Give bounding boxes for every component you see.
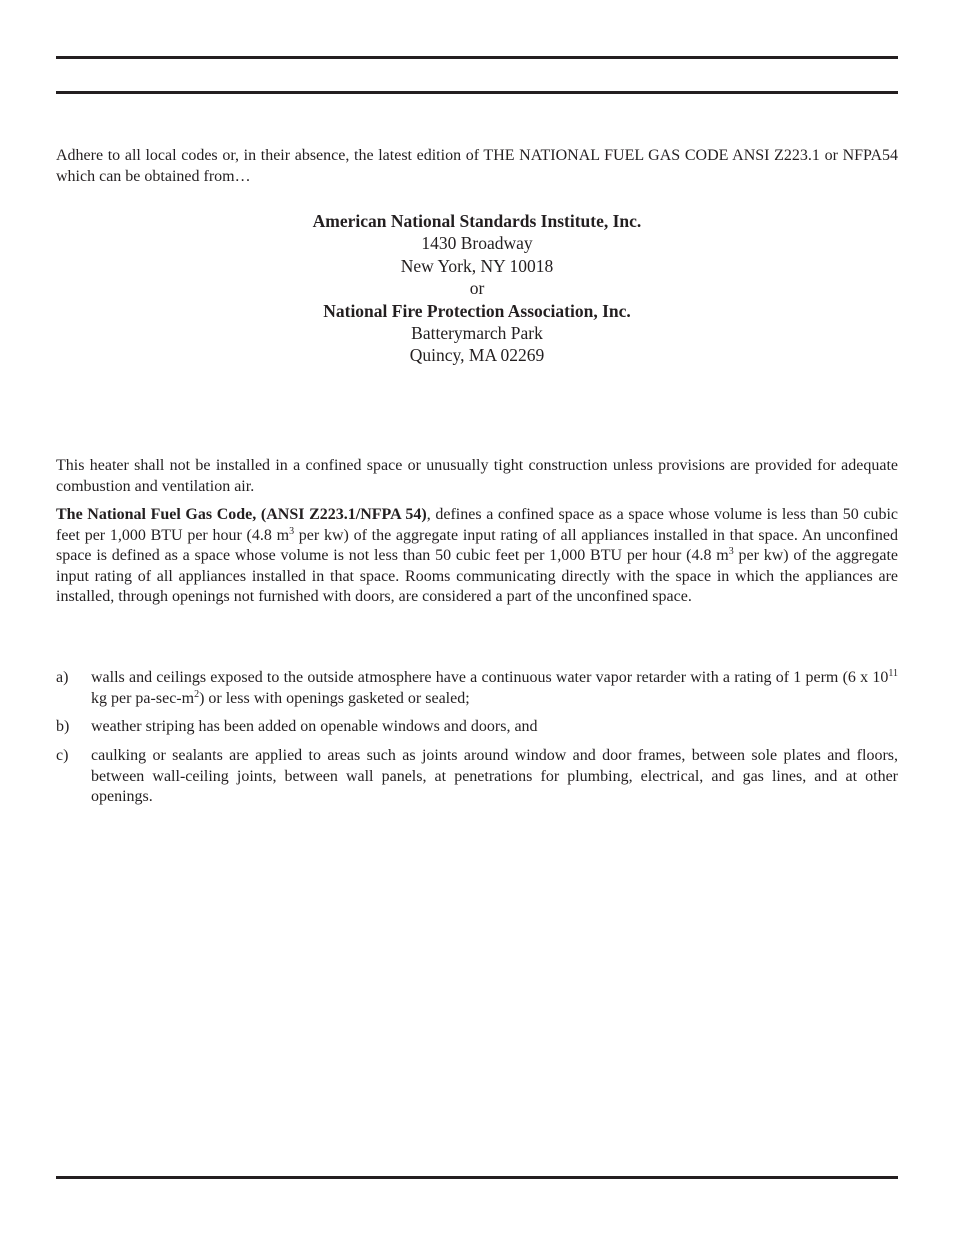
top-rule-2 (56, 91, 898, 94)
org2-street: Batterymarch Park (411, 323, 543, 344)
list-body-b: weather striping has been added on openable windows and doors, and (91, 718, 538, 735)
list-body-a (91, 668, 898, 709)
org2-name: National Fire Protection Association, Inc. (323, 300, 631, 321)
superscript-2: 2 (194, 688, 200, 700)
org1-city: New York, NY 10018 (400, 255, 554, 276)
list-a-text-2: kg per pa-sec-m (91, 689, 195, 707)
org1-street: 1430 Broadway (421, 233, 533, 254)
superscript-3: 3 (728, 546, 734, 557)
bottom-rule (56, 1176, 898, 1179)
confined-space-paragraph: This heater shall not be installed in a confined space or unusually tight construction unless provisions are provided for adequate combustion and ventilation air. (56, 457, 898, 495)
intro-paragraph: Adhere to all local codes or, in their absence, the latest edition of THE NATIONAL FUEL GAS CODE ANSI Z223.1 or NFPA54 which can be obtained from… (56, 147, 898, 185)
code-name: The National Fuel Gas Code, (ANSI Z223.1/NFPA 54) (56, 506, 427, 523)
list-item-c (56, 746, 898, 808)
list-body-c: caulking or sealants are applied to areas such as joints around window and door frames, between sole plates and floors, between wall-ceiling joints, between wall panels, at penetrations for plumbing, electrical, and gas lines, and at other openings. (91, 747, 898, 805)
org1-name: American National Standards Institute, Inc. (312, 211, 642, 231)
superscript-11: 11 (888, 668, 898, 679)
address-block (56, 210, 898, 367)
definition-part-2: per kw) of the aggregate input rating of all appliances installed in that space. An unconfined space is defined as a space whose volume is not less than 50 cubic feet per 1,000 BTU per hour (4.8 m (56, 526, 899, 564)
list-marker-b: b) (56, 718, 70, 735)
list-a-text-3: ) or less with openings gasketed or sealed; (199, 689, 470, 707)
address-separator: or (469, 278, 485, 299)
list-a-text-1: walls and ceilings exposed to the outside atmosphere have a continuous water vapor retarder with a rating of 1 perm (6 x 10 (91, 669, 889, 686)
list-marker-a: a) (56, 669, 69, 686)
superscript-3: 3 (289, 525, 295, 537)
list-item-a (56, 668, 898, 709)
confined-space-definition (56, 505, 898, 608)
definition-part-3: per kw) of the aggregate input rating of all appliances installed in that space. Rooms communicating directly with the space in which the appliances are installed, through openings not furnished with doors, are considered a part of the unconfined space. (56, 547, 899, 605)
list-item-b (56, 717, 898, 738)
list-marker-c: c) (56, 747, 69, 764)
org2-city: Quincy, MA 02269 (409, 345, 545, 366)
definition-part-1: , defines a confined space as a space whose volume is less than 50 cubic feet per 1,000 BTU per hour (4.8 m (56, 506, 898, 544)
top-rule-1 (56, 56, 898, 59)
